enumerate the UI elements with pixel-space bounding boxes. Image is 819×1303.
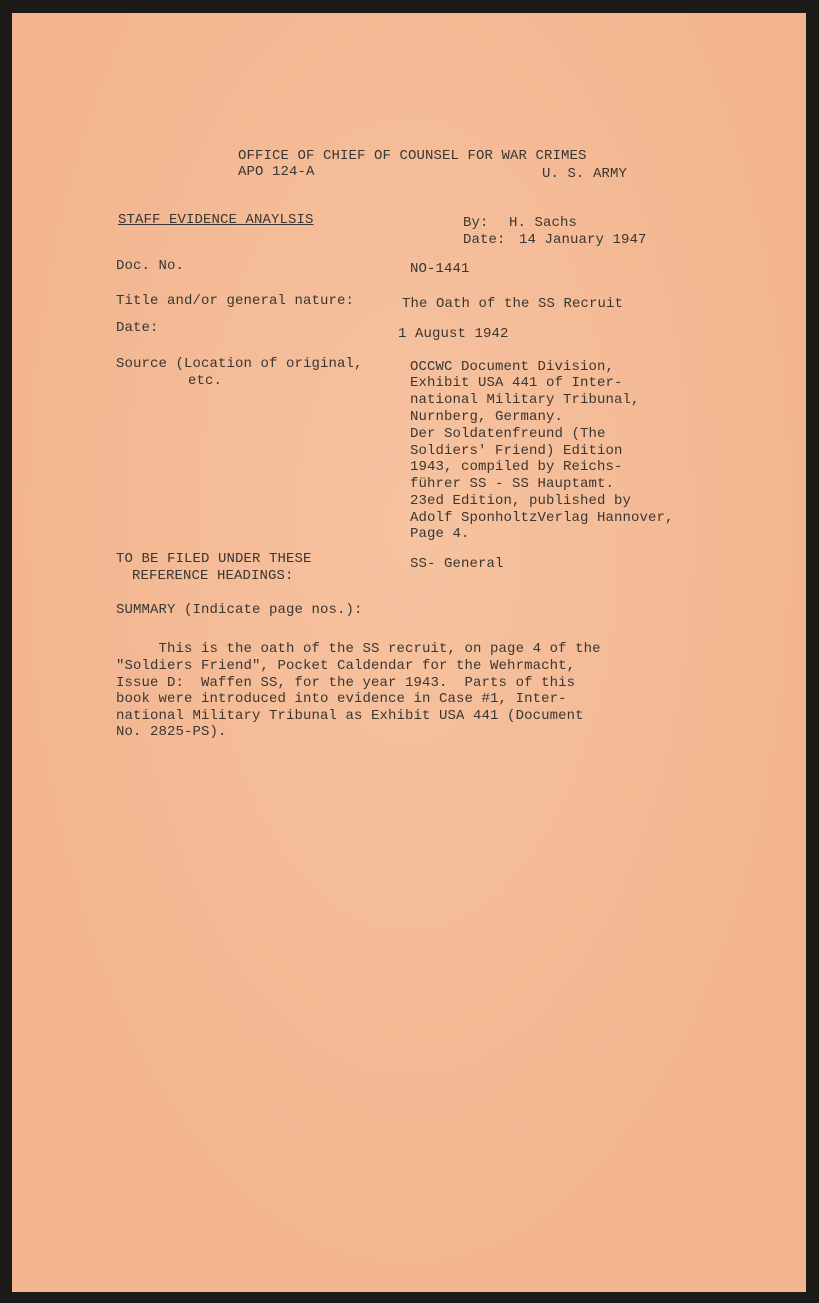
doc-no-value: NO-1441 [410, 261, 470, 277]
army-label: U. S. ARMY [542, 166, 628, 182]
source-line: Nurnberg, Germany. [410, 409, 564, 425]
source-line: führer SS - SS Hauptamt. [410, 476, 615, 492]
summary-line: national Military Tribunal as Exhibit USA 441 (Document [116, 708, 584, 724]
document-page [12, 13, 806, 1292]
source-line: national Military Tribunal, [410, 392, 640, 408]
source-label: Source (Location of original, [116, 356, 363, 372]
source-label-etc: etc. [188, 373, 223, 389]
title-label: Title and/or general nature: [116, 293, 355, 309]
date-value: 1 August 1942 [398, 326, 509, 342]
source-line: 23ed Edition, published by [410, 493, 632, 509]
source-line: 1943, compiled by Reichs- [410, 459, 623, 475]
by-label: By: [463, 215, 489, 231]
summary-line: No. 2825-PS). [116, 724, 227, 740]
summary-line: Issue D: Waffen SS, for the year 1943. Parts of this [116, 675, 576, 691]
summary-line: "Soldiers Friend", Pocket Caldendar for the Wehrmacht, [116, 658, 576, 674]
analysis-title: STAFF EVIDENCE ANAYLSIS [118, 212, 314, 228]
filed-label: TO BE FILED UNDER THESE [116, 551, 312, 567]
source-line: Exhibit USA 441 of Inter- [410, 375, 623, 391]
source-line: Adolf SponholtzVerlag Hannover, [410, 510, 674, 526]
source-line: Der Soldatenfreund (The [410, 426, 606, 442]
filed-label-headings: REFERENCE HEADINGS: [132, 568, 294, 584]
filed-value: SS- General [410, 556, 504, 572]
analysis-date-label: Date: [463, 232, 506, 248]
summary-line: This is the oath of the SS recruit, on page 4 of the [116, 641, 601, 657]
by-value: H. Sachs [509, 215, 578, 231]
analysis-date-value: 14 January 1947 [519, 232, 647, 248]
summary-line: book were introduced into evidence in Case #1, Inter- [116, 691, 567, 707]
source-line: Page 4. [410, 526, 470, 542]
source-line: OCCWC Document Division, [410, 359, 615, 375]
source-line: Soldiers' Friend) Edition [410, 443, 623, 459]
date-label: Date: [116, 320, 159, 336]
doc-no-label: Doc. No. [116, 258, 185, 274]
apo-number: APO 124-A [238, 164, 315, 180]
title-value: The Oath of the SS Recruit [402, 296, 624, 312]
summary-label: SUMMARY (Indicate page nos.): [116, 602, 363, 618]
office-heading: OFFICE OF CHIEF OF COUNSEL FOR WAR CRIMES [238, 148, 587, 164]
